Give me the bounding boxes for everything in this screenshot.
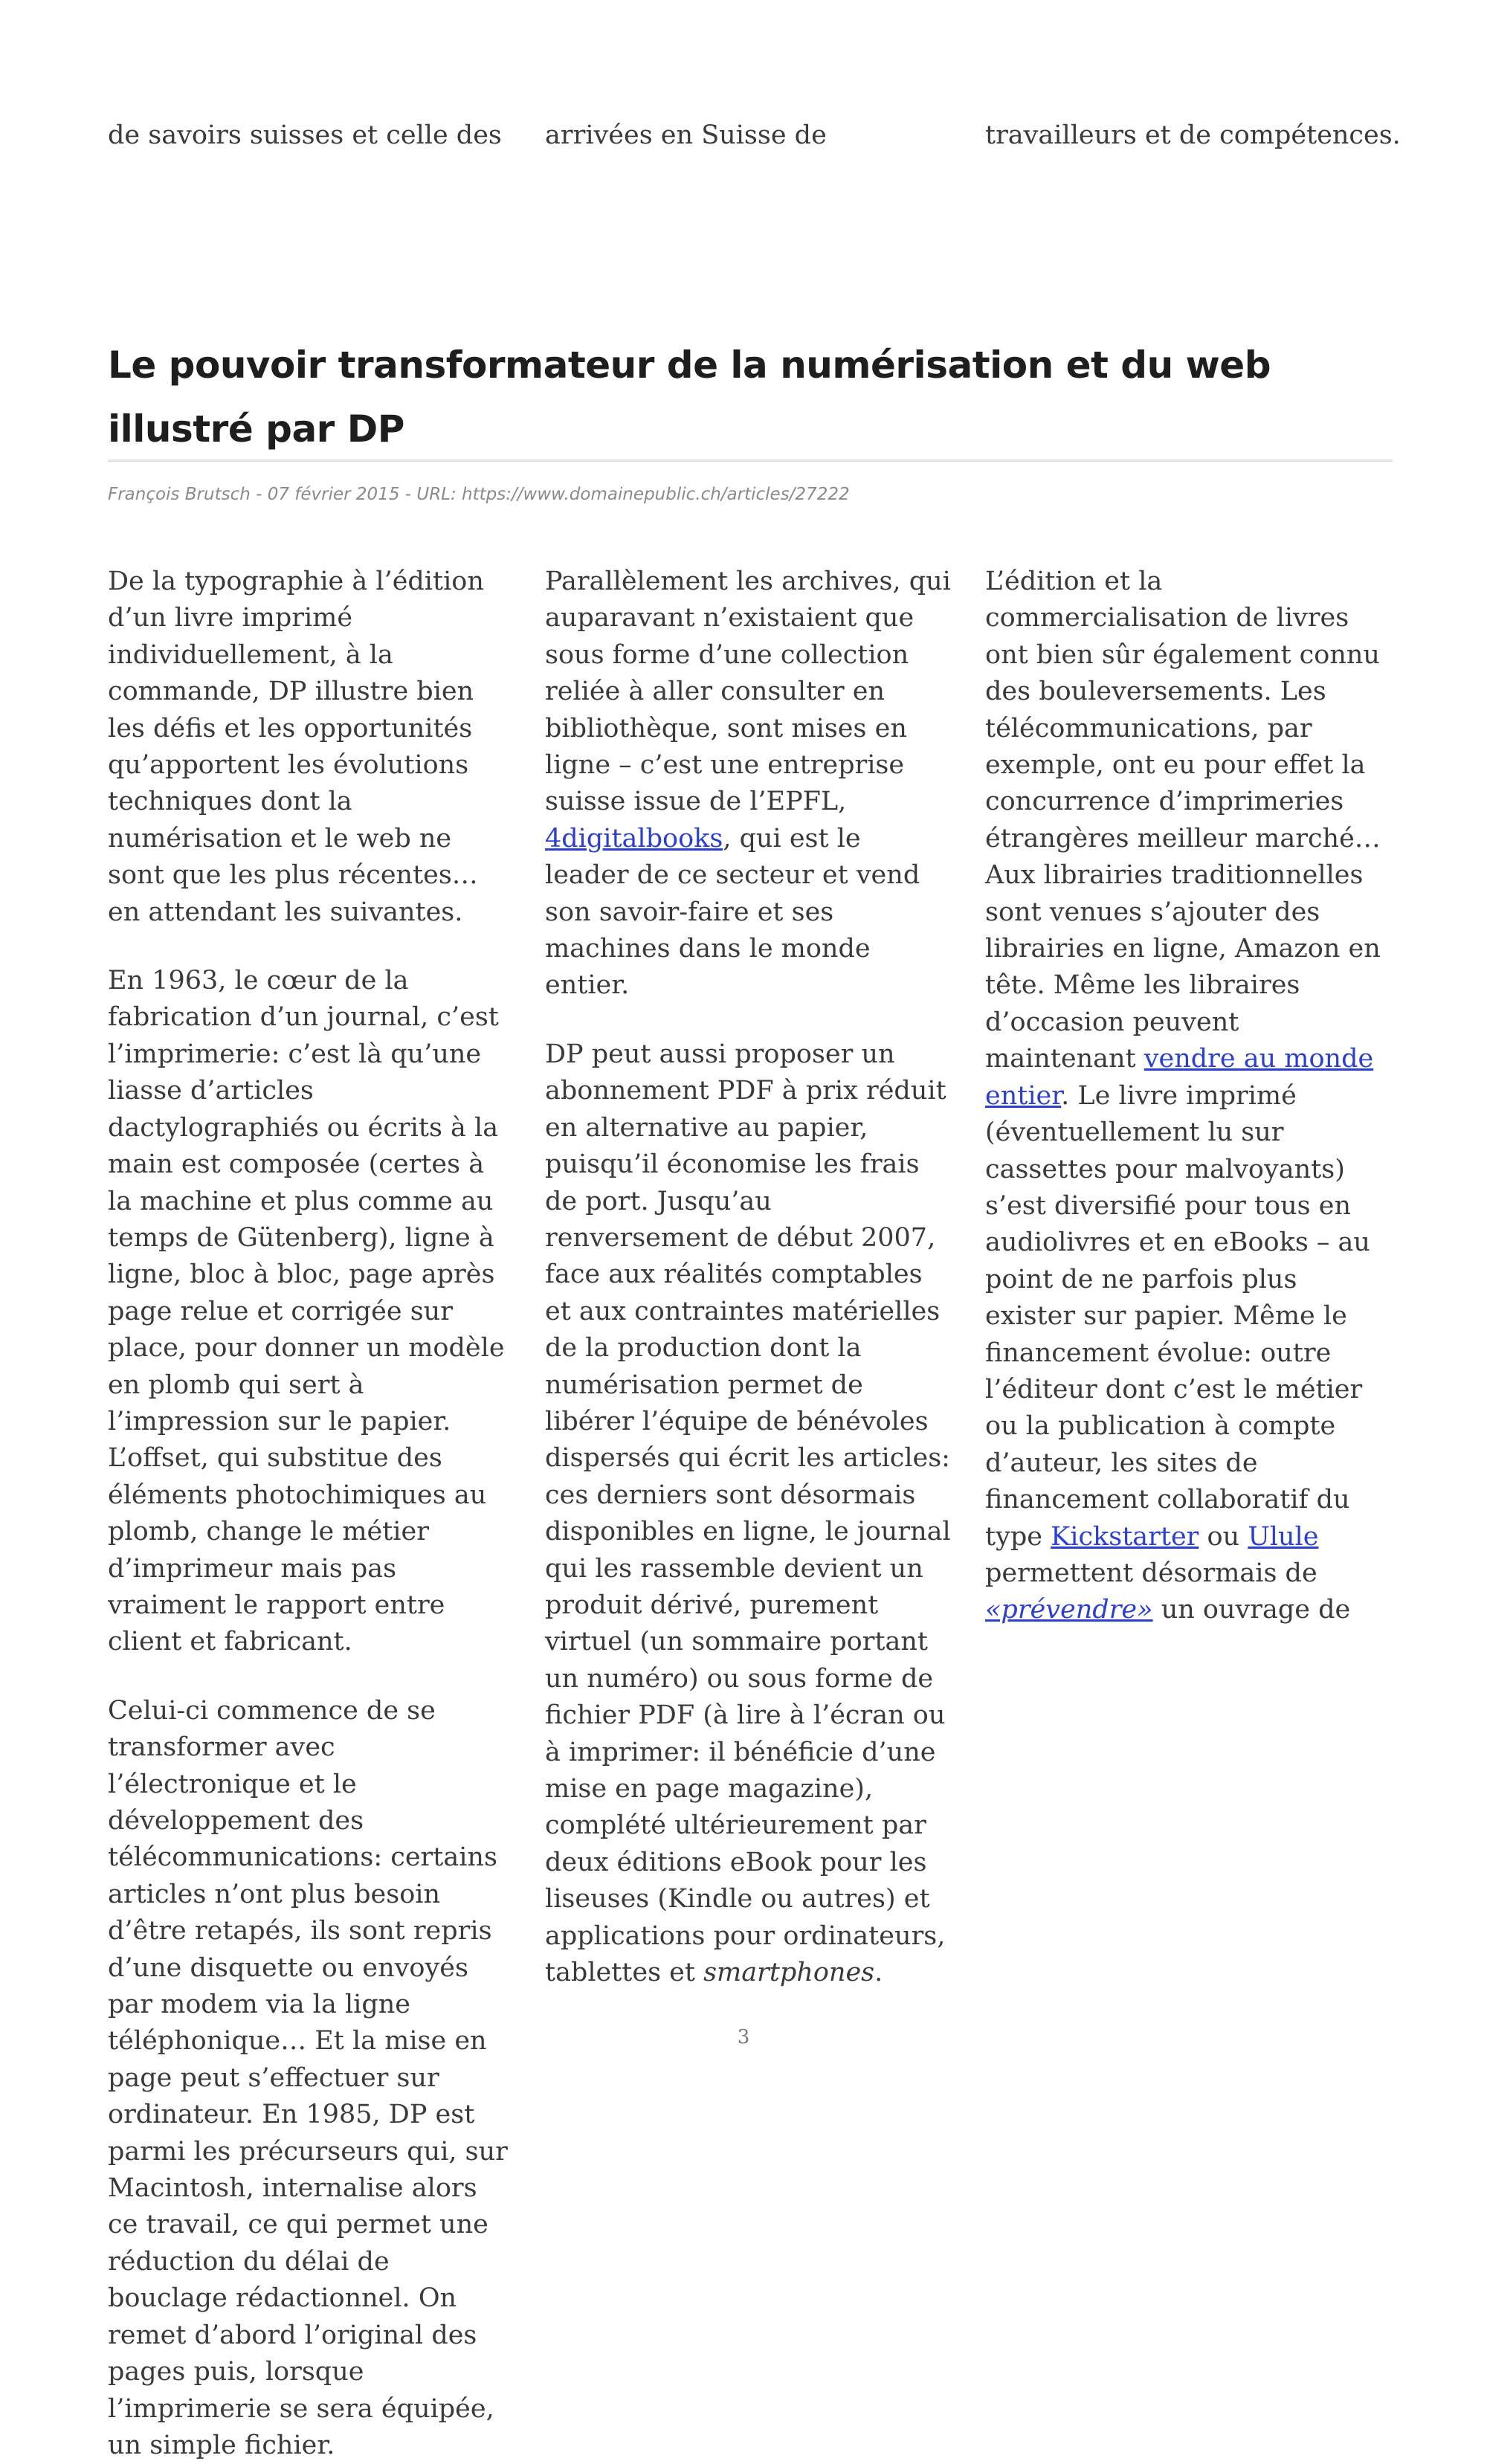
paragraph: [545, 564, 952, 1004]
carryover-text-col-2: arrivées en Suisse de: [545, 120, 827, 150]
link-ulule[interactable]: Ulule: [1248, 1521, 1319, 1552]
link-vendre-au-monde-entier[interactable]: vendre au monde entier: [985, 1044, 1374, 1111]
article-body: [108, 564, 1396, 2460]
link-kickstarter[interactable]: Kickstarter: [1051, 1521, 1199, 1552]
link-4digitalbooks[interactable]: 4digitalbooks: [545, 823, 723, 854]
carryover-text-col-1: de savoirs suisses et celle des: [108, 120, 502, 150]
paragraph-text: Parallèlement les archives, qui auparavant n’existaient que sous forme d’une collection reliée à aller consulter en bibliothèque, sont mises en ligne – c’est une entreprise suisse issue de l’EPFL,: [545, 567, 951, 817]
paragraph: [545, 1036, 952, 1992]
article-title: Le pouvoir transformateur de la numérisation et du web illustré par DP: [108, 344, 1271, 451]
article-meta: François Brutsch - 07 février 2015 - URL: https://www.domainepublic.ch/articles/27222: [108, 485, 850, 504]
carryover-text-col-3: travailleurs et de compétences.: [985, 120, 1401, 150]
paragraph-text: DP peut aussi proposer un abonnement PDF à prix réduit en alternative au papier, puisqu’il économise les frais de port. Jusqu’au renversement de début 2007, face aux réalités comptables et aux contraintes matérielles de la production dont la numérisation permet de libérer l’équipe de bénévoles dispersés qui écrit les articles: ces derniers sont désormais disponibles en ligne, le journal qui les rassemble devient un produit dérivé, purement virtuel (un sommaire portant un numéro) ou sous forme de fichier PDF (à lire à l’écran ou à imprimer: il bénéficie d’une mise en page magazine), complété ultérieurement par deux éditions eBook pour les liseuses (Kindle ou autres) et applications pour ordinateurs, tablettes et: [545, 1039, 951, 1988]
paragraph-text: un ouvrage de: [1161, 1595, 1351, 1625]
paragraph: En 1963, le cœur de la fabrication d’un journal, c’est l’imprimerie: c’est là qu’une liasse d’articles dactylographiés ou écrits à la main est composée (certes à la machine et plus comme au temps de Gütenberg), ligne à ligne, bloc à bloc, page après page relue et corrigée sur place, pour donner un modèle en plomb qui sert à l’impression sur le papier. L’offset, qui substitue des éléments photochimiques au plomb, change le métier d’imprimeur mais pas vraiment le rapport entre client et fabricant.: [108, 966, 505, 1657]
paragraph-text: . Le livre imprimé (éventuellement lu sur cassettes pour malvoyants) s’est diversifié pour tous en audiolivres et en eBooks – au point de ne parfois plus exister sur papier. Même le financement évolue: outre l’éditeur dont c’est le métier ou la publication à compte d’auteur, les sites de financement collaboratif du type: [985, 1080, 1370, 1552]
paragraph-text: .: [874, 1958, 883, 1988]
text-column-3: [985, 564, 1393, 1991]
paragraph-text: ou: [1207, 1521, 1240, 1552]
link-prevendre[interactable]: «prévendre»: [985, 1595, 1153, 1625]
paragraph-text: permettent désormais de: [985, 1558, 1317, 1588]
page-number: 3: [737, 2026, 750, 2048]
paragraph: [985, 564, 1393, 1629]
text-column-2: [545, 564, 952, 1991]
title-divider: [108, 459, 1393, 462]
text-column-1: [108, 564, 515, 2460]
previous-article-tail: [108, 117, 1401, 155]
paragraph: Celui-ci commence de se transformer avec l’électronique et le développement des télécommunications: certains articles n’ont plus besoin d’être retapés, ils sont repris d’une disquette ou envoyés par modem via la ligne téléphonique… Et la mise en page peut s’effectuer sur ordinateur. En 1985, DP est parmi les précurseurs qui, sur Macintosh, internalise alors ce travail, ce qui permet une réduction du délai de bouclage rédactionnel. On remet d’abord l’original des pages puis, lorsque l’imprimerie se sera équipée, un simple fichier.: [108, 1695, 508, 2460]
emphasis-smartphones: smartphones: [703, 1958, 875, 1988]
paragraph-text: L’édition et la commercialisation de livres ont bien sûr également connu des bouleversements. Les télécommunications, par exemple, ont eu pour effet la concurrence d’imprimeries étrangères meilleur marché… Aux librairies traditionnelles sont venues s’ajouter des librairies en ligne, Amazon en tête. Même les libraires d’occasion peuvent maintenant: [985, 567, 1381, 1074]
paragraph: De la typographie à l’édition d’un livre imprimé individuellement, à la commande, DP illustre bien les défis et les opportunités qu’apportent les évolutions techniques dont la numérisation et le web ne sont que les plus récentes… en attendant les suivantes.: [108, 567, 484, 927]
paragraph-text: , qui est le leader de ce secteur et vend son savoir-faire et ses machines dans le monde entier.: [545, 823, 920, 1001]
